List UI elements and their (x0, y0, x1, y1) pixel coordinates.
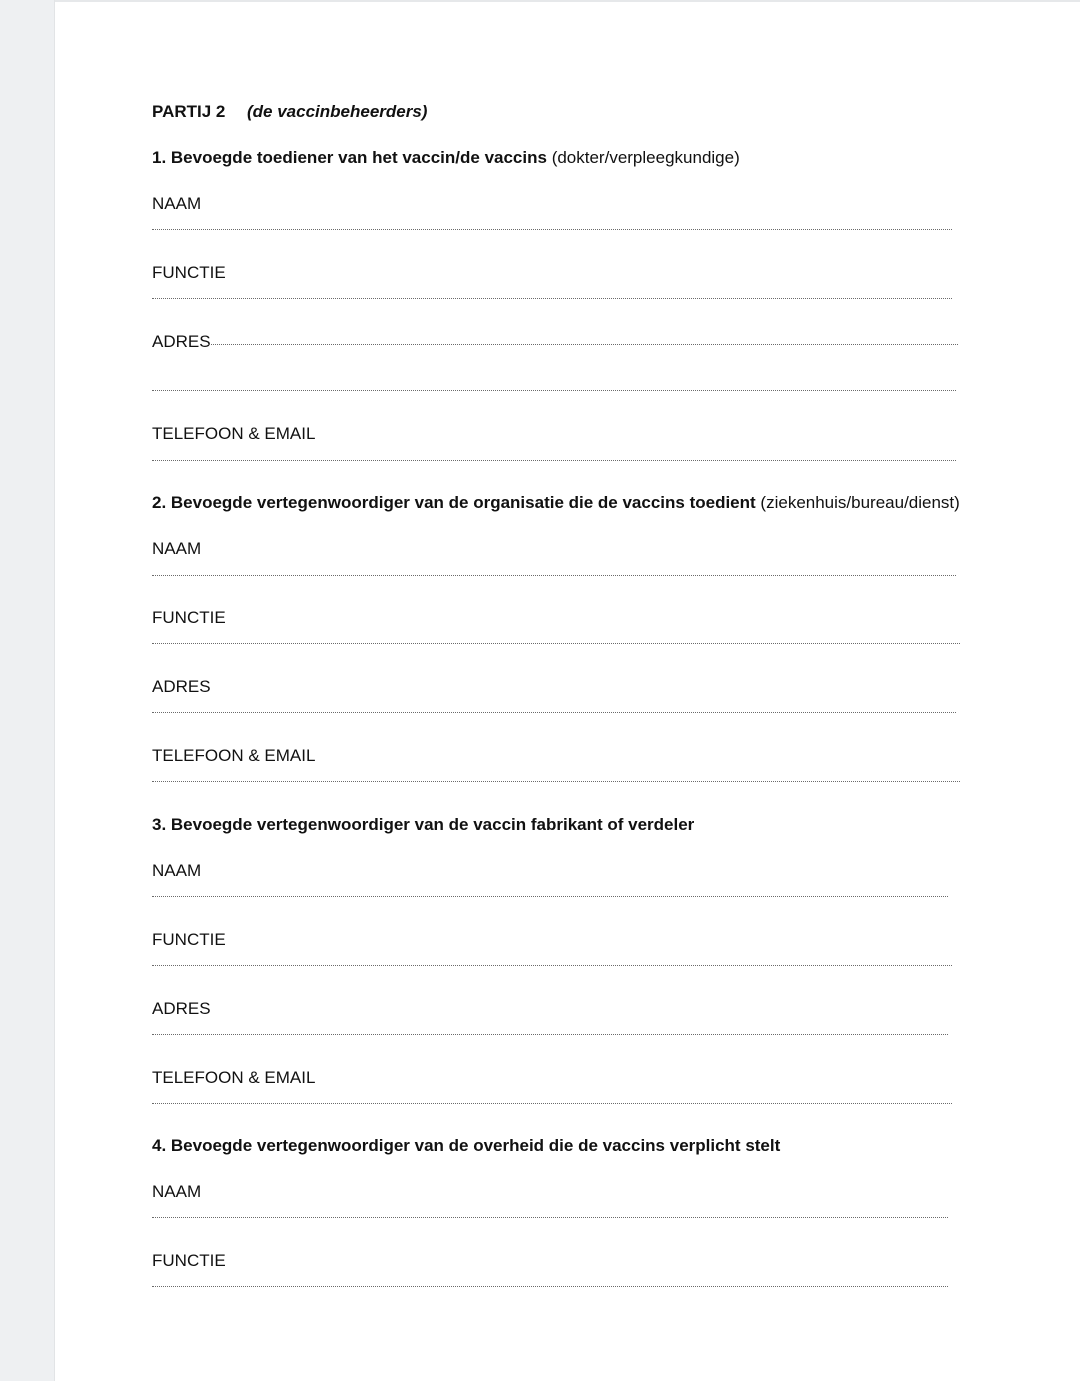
section-3-functie-line[interactable] (152, 965, 952, 966)
section-2-heading (152, 493, 960, 513)
section-2-naam-line[interactable] (152, 575, 956, 576)
section-2-adres-line[interactable] (152, 712, 956, 713)
section-4-functie-line[interactable] (152, 1286, 948, 1287)
section-3-naam-line[interactable] (152, 896, 948, 897)
section-2-telefoon-label: TELEFOON & EMAIL (152, 746, 316, 765)
section-1-naam-label: NAAM (152, 194, 202, 213)
section-3-telefoon-label: TELEFOON & EMAIL (152, 1068, 316, 1087)
section-2-functie-line[interactable] (152, 643, 960, 644)
section-3-telefoon-line[interactable] (152, 1103, 952, 1104)
party-label: PARTIJ 2 (152, 102, 226, 121)
section-1-adres-line-1[interactable] (208, 344, 958, 345)
section-3-title: 3. Bevoegde vertegenwoordiger van de vaccin fabrikant of verdeler (152, 815, 695, 834)
section-2-title: 2. Bevoegde vertegenwoordiger van de organisatie die de vaccins toedient (152, 493, 756, 512)
section-2-note: (ziekenhuis/bureau/dienst) (760, 493, 960, 512)
section-1-note: (dokter/verpleegkundige) (551, 148, 740, 167)
section-3-naam-label: NAAM (152, 861, 202, 880)
section-4-naam-label: NAAM (152, 1182, 202, 1201)
page-top-border (55, 0, 1080, 2)
section-3-adres-line[interactable] (152, 1034, 948, 1035)
viewer-background (0, 0, 55, 1381)
section-2-adres-label: ADRES (152, 677, 211, 696)
party-description: (de vaccinbeheerders) (247, 102, 428, 121)
section-3-adres-label: ADRES (152, 999, 211, 1018)
section-1-adres-label: ADRES (152, 332, 211, 351)
section-3-functie-label: FUNCTIE (152, 930, 226, 949)
section-1-heading (152, 148, 740, 168)
section-1-adres-line-2[interactable] (152, 390, 956, 391)
section-1-functie-line[interactable] (152, 298, 952, 299)
section-1-telefoon-line[interactable] (152, 460, 956, 461)
section-2-naam-label: NAAM (152, 539, 202, 558)
section-1-naam-line[interactable] (152, 229, 952, 230)
section-2-telefoon-line[interactable] (152, 781, 960, 782)
section-4-functie-label: FUNCTIE (152, 1251, 226, 1270)
section-4-title: 4. Bevoegde vertegenwoordiger van de overheid die de vaccins verplicht stelt (152, 1136, 781, 1155)
section-1-functie-label: FUNCTIE (152, 263, 226, 282)
section-1-title: 1. Bevoegde toediener van het vaccin/de vaccins (152, 148, 547, 167)
section-1-telefoon-label: TELEFOON & EMAIL (152, 424, 316, 443)
section-4-naam-line[interactable] (152, 1217, 948, 1218)
section-2-functie-label: FUNCTIE (152, 608, 226, 627)
